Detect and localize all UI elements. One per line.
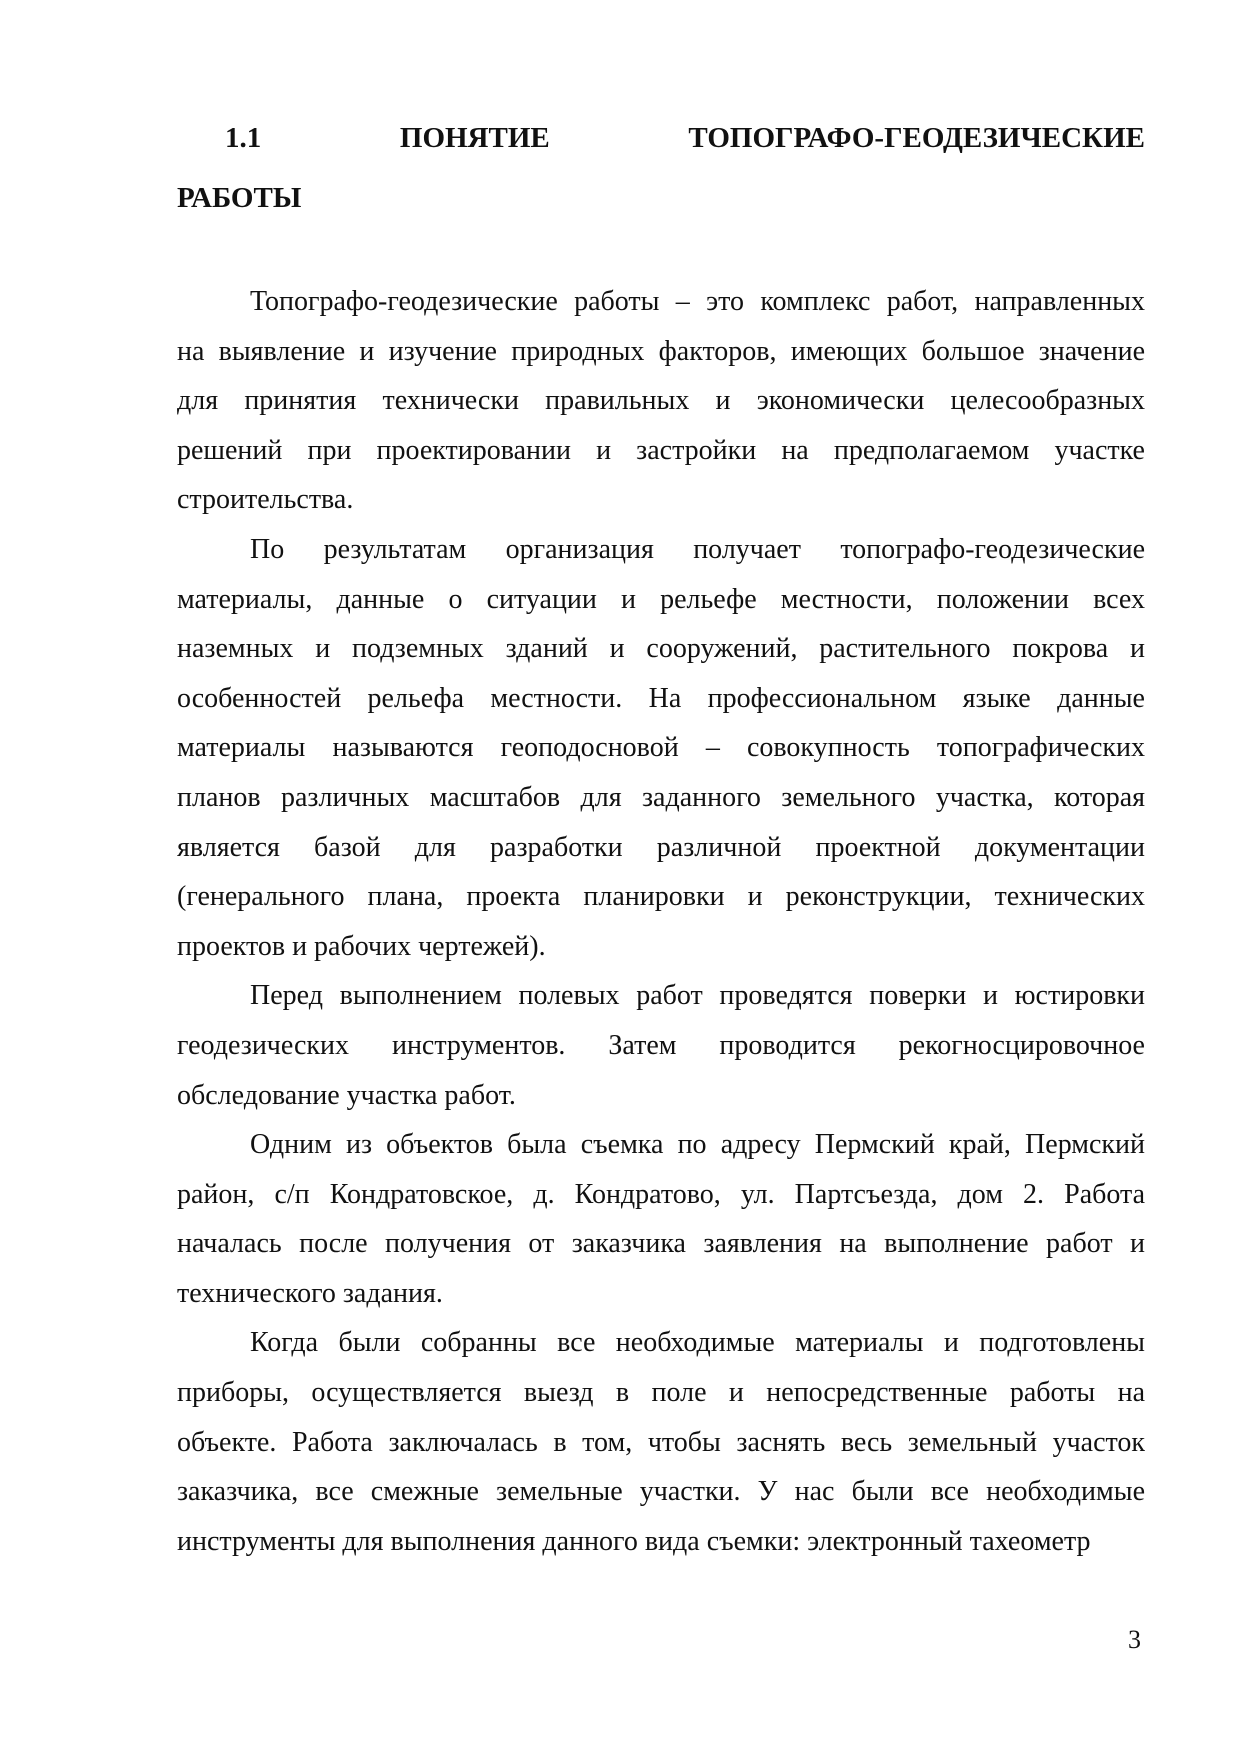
paragraph (177, 277, 1145, 525)
paragraph (177, 525, 1145, 971)
section-heading (177, 108, 1145, 228)
text-line: особенностей рельефа местности. На профессиональном языке данные (177, 682, 1145, 714)
text-line: район, с/п Кондратовское, д. Кондратово, ул. Партсъезда, дом 2. Работа (177, 1178, 1145, 1210)
text-line: геодезических инструментов. Затем проводится рекогносцировочное (177, 1029, 1145, 1061)
text-line: (генерального плана, проекта планировки и реконструкции, технических (177, 881, 1145, 913)
text-line: является базой для разработки различной проектной документации (177, 831, 1145, 863)
text-line: наземных и подземных зданий и сооружений, растительного покрова и (177, 633, 1145, 665)
page-number: 3 (1128, 1625, 1141, 1654)
text-line: объекте. Работа заключалась в том, чтобы заснять весь земельный участок (177, 1426, 1145, 1458)
text-line: для принятия технически правильных и экономически целесообразных (177, 385, 1145, 417)
heading-line-1 (177, 108, 1145, 168)
text-line: материалы называются геоподосновой – совокупность топографических (177, 732, 1145, 764)
text-line: Когда были собранны все необходимые материалы и подготовлены (250, 1327, 1145, 1359)
heading-word: ТОПОГРАФО-ГЕОДЕЗИЧЕСКИЕ (688, 122, 1145, 154)
text-line: материалы, данные о ситуации и рельефе местности, положении всех (177, 583, 1145, 615)
text-line: Одним из объектов была съемка по адресу Пермский край, Пермский (250, 1129, 1145, 1161)
text-line: планов различных масштабов для заданного земельного участка, которая (177, 781, 1145, 813)
text-line: инструменты для выполнения данного вида съемки: электронный тахеометр (177, 1525, 1091, 1557)
text-line: заказчика, все смежные земельные участки. У нас были все необходимые (177, 1476, 1145, 1508)
text-line: началась после получения от заказчика заявления на выполнение работ и (177, 1228, 1145, 1260)
heading-number: 1.1 (225, 122, 262, 154)
document-body (177, 277, 1145, 1566)
text-line: проектов и рабочих чертежей). (177, 930, 546, 962)
paragraph (177, 971, 1145, 1120)
text-line: По результатам организация получает топографо-геодезические (250, 533, 1145, 565)
text-line: приборы, осуществляется выезд в поле и непосредственные работы на (177, 1377, 1145, 1409)
text-line: Перед выполнением полевых работ проведятся поверки и юстировки (250, 980, 1145, 1012)
text-line: технического задания. (177, 1277, 443, 1309)
paragraph (177, 1318, 1145, 1566)
text-line: обследование участка работ. (177, 1079, 516, 1111)
text-line: строительства. (177, 484, 354, 516)
text-line: на выявление и изучение природных факторов, имеющих большое значение (177, 335, 1145, 367)
text-line: Топографо-геодезические работы – это комплекс работ, направленных (250, 286, 1145, 317)
text-line: решений при проектировании и застройки на предполагаемом участке (177, 434, 1145, 466)
paragraph (177, 1120, 1145, 1318)
heading-line-2: РАБОТЫ (177, 182, 302, 214)
heading-word: ПОНЯТИЕ (399, 122, 550, 154)
